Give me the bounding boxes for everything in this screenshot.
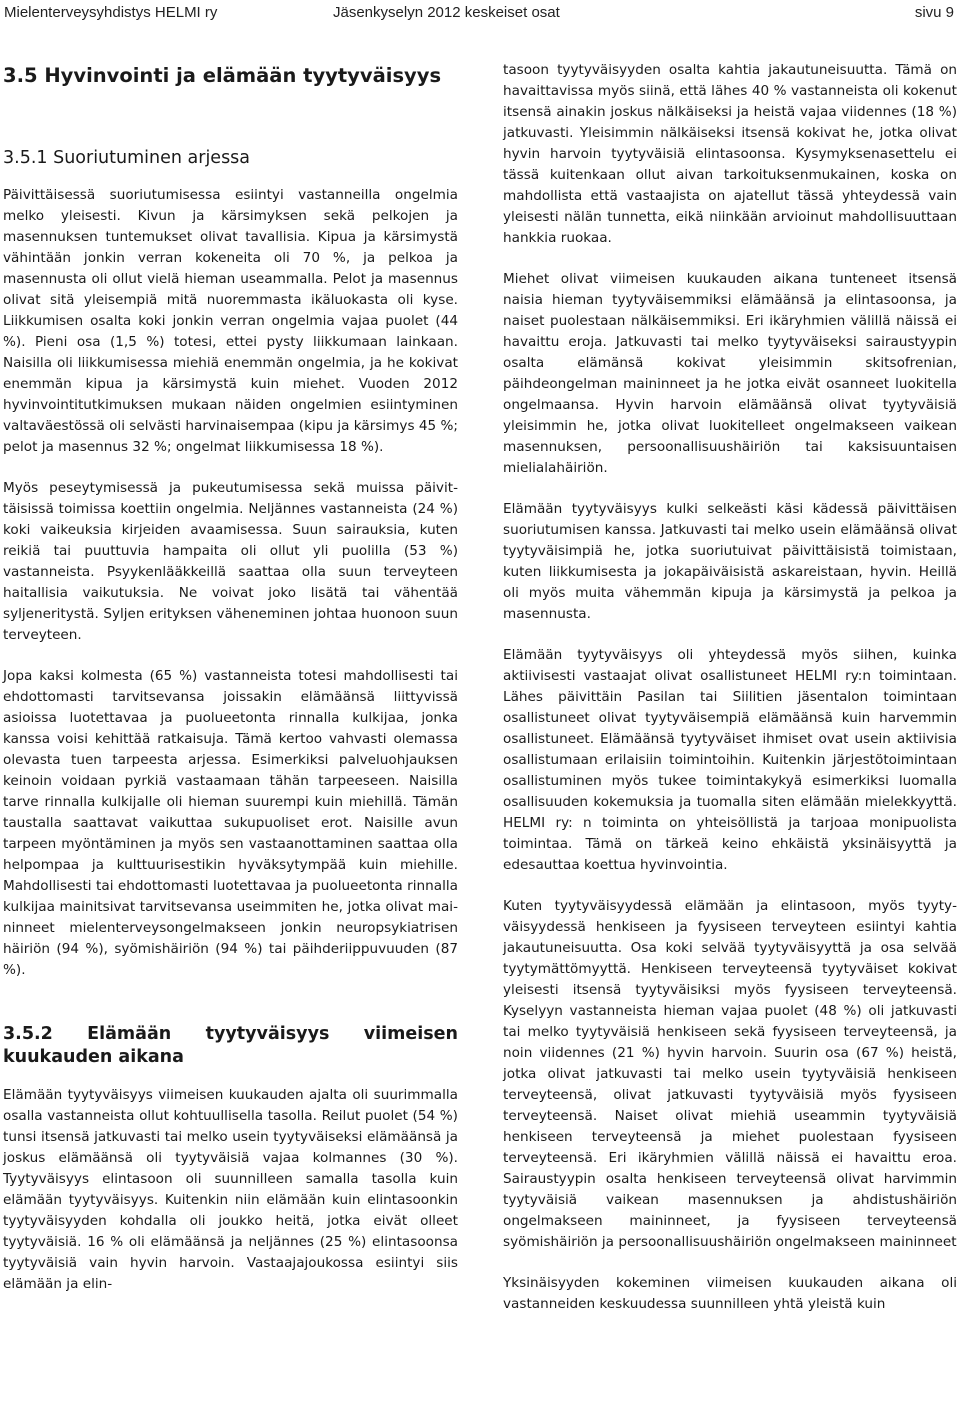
subsection-heading-tyytyvaisyys: 3.5.2 Elämään tyytyväisyys viimeisen kuukauden aikana xyxy=(3,1024,458,1067)
paragraph: Elämään tyytyväisyys viimeisen kuukauden ajalta oli suurimmalla osalla vastanneista ollut kohtuullisella tasolla. Reilut puolet (54 %) tunsi itsensä jatkuvasti tai melko usein tyytyväiseksi elämäänsä ja joskus elämäänsä oli tyytyväisiä vajaa kolmannes (30 %). Tyytyväisyys elintasoon oli suunnilleen samalla tasolla kuin elämään tyytyväisyys. Kuitenkin niin elämään kuin elintasoonkin tyytyväisyyden kohdalla oli joukko heitä, jotka eivät olleet tyytyväisiä. 16 % oli elämäänsä ja neljännes (25 %) elintasoonsa tyytyväisiä vain hyvin harvoin. Vastaajajoukossa esiintyi siis elämään ja elin- xyxy=(3,1087,458,1292)
paragraph: Myös peseytymisessä ja pukeutumisessa sekä muissa päivittäisissä toimissa koettiin ongelmia. Neljännes vastanneista (24 %) koki vaikeuksia kirjeiden avaamisessa. Suun sairauksia, kuten reikiä tai puuttuvia hampaita oli ollut yli puolilla (53 %) vastanneista. Psyykenlääkkeillä saattaa olla suun terveyteen haitallisia vaikutuksia. Ne voivat joko lisätä tai vähentää syljeneritystä. Syljen erityksen väheneminen johtaa huonoon suun terveyteen. xyxy=(3,480,458,643)
paragraph: tasoon tyytyväisyyden osalta kahtia jakautuneisuutta. Tämä on havaittavissa myös siinä, että lähes 40 % vastanneista oli kokenut itsensä ainakin joskus nälkäiseksi ja heistä vajaa viidennes (18 %) jatkuvasti. Yleisimmin nälkäiseksi itsensä kokivat he, jotka olivat hyvin harvoin tyytyväisiä elintasoonsa. Kysymyksenasettelu ei tässä kuitenkaan ollut aivan tarkoituksenmukainen, koska on mahdollista että vastaajista on ajatellut tässä yhteydessä vain yleisesti nälän tunnetta, eikä niinkään arvioinut mahdollisuuttaan hankkia ruokaa. xyxy=(503,62,957,246)
paragraph: Kuten tyytyväisyydessä elämään ja elintasoon, myös tyytyväisyydessä henkiseen ja fyysiseen terveyteen esiintyi kahtia jakautuneisuutta. Osa koki selvää tyytyväisyyttä ja osa selvää tyytymättömyyttä. Henkiseen terveyteensä tyytyväiset kokivat yleisesti itsensä tyytyväisiksi myös fyysiseen terveyteensä. Kyselyyn vastanneista hieman vajaa puolet (48 %) oli jatkuvasti tai melko tyytyväisiä henkiseen sekä fyysiseen terveyteensä, ja noin viidennes (21 %) hyvin harvoin. Suurin osa (67 %) heistä, jotka olivat jatkuvasti tai melko usein tyytyväisiä henkiseen terveyteensä, olivat jatkuvasti tyytyväisiä myös fyysiseen terveyteensä. Naiset olivat miehiä useammin tyytyväisiä henkiseen terveyteensä ja miehet puolestaan fyysiseen terveyteensä. Eri ikäryhmien välillä näissä ei havaittu eroa. Sairaustyypin osalta henkiseen terveyteensä olivat harvimmin tyytyväisiä vaikean masennuksen ja ahdistushäiriön ongelmakseen maininneet, ja fyysiseen terveyteensä syömishäiriön ja persoonallisuushäiriön ongelmakseen maininneet xyxy=(503,898,957,1250)
header-organization: Mielenterveysyhdistys HELMI ry xyxy=(4,4,218,21)
paragraph: Miehet olivat viimeisen kuukauden aikana tunteneet itsensä naisia hieman tyytyväisemmiksi elämäänsä ja elintasoonsa, ja naiset puolestaan nälkäisemmiksi. Eri ikäryhmien välillä näissä ei havaittu eroja. Jatkuvasti tai melko tyytyväiseksi sairaustyypin osalta elämänsä kokivat yleisimmin skitsofrenian, päihdeongelman maininneet ja he jotka eivät osanneet luokitella ongelmaansa. Hyvin harvoin elämäänsä olivat tyytyväisiä yleisimmin he, jotka olivat luokitelleet ongelmakseen vaikean masennuksen, persoonallisuushäiriön tai kaksisuuntaisen mielialahäiriön. xyxy=(503,271,957,476)
paragraph: Päivittäisessä suoriutumisessa esiintyi vastanneilla ongelmia melko yleisesti. Kivun ja kärsimyksen sekä pelkojen ja masennuksen tuntemukset olivat tavallisia. Kipua ja kärsimystä vähintään jonkin verran kokeneita oli 70 %, ja pelkoa ja masennusta oli ollut vielä hieman useammalla. Pelot ja masennus olivat sitä yleisempiä mitä nuoremmasta ikäluokasta oli kyse. Liikkumisen osalta koki jonkin verran ongelmia vajaa puolet (44 %). Pieni osa (1,5 %) totesi, ettei pysty liikkumaan lainkaan. Naisilla oli liikkumisessa miehiä enemmän ongelmia, ja he kokivat enemmän kipua ja kärsimystä kuin miehet. Vuoden 2012 hyvinvointitutkimuksen mukaan näiden ongelmien esiintyminen valtaväestössä oli selvästi harvinaisempaa (kipu ja kärsimys 45 %; pelot ja masennus 32 %; ongelmat liikkumisessa 18 %). xyxy=(3,187,458,455)
left-column xyxy=(3,52,458,1315)
page-header xyxy=(0,0,960,28)
subsection-heading-suoriutuminen: 3.5.1 Suoriutuminen arjessa xyxy=(3,148,251,168)
page-number: sivu 9 xyxy=(914,4,954,21)
paragraph: Elämään tyytyväisyys kulki selkeästi käsi kädessä päivittäisen suoriutumisen kanssa. Jatkuvasti tai melko usein elämäänsä olivat tyytyväisimpiä he, jotka suoriutuivat päivittäisistä toimistaan, kuten liikkumisesta ja jokapäiväisistä askareistaan, hyvin. Heillä oli myös muita vähemmän kipuja ja kärsimystä ja pelkoa ja masennusta. xyxy=(503,501,957,622)
section-heading: 3.5 Hyvinvointi ja elämään tyytyväisyys xyxy=(3,64,442,87)
right-column xyxy=(503,52,957,1335)
paragraph: Yksinäisyyden kokeminen viimeisen kuukauden aikana oli vastanneiden keskuudessa suunnilleen yhtä yleistä kuin xyxy=(503,1275,957,1312)
header-title: Jäsenkyselyn 2012 keskeiset osat xyxy=(333,4,560,21)
paragraph: Jopa kaksi kolmesta (65 %) vastanneista totesi mahdollisesti tai ehdottomasti tarvitsevansa joissakin elämäänsä liittyvissä asioissa luotettavaa ja puolueetonta rinnalla kulkijaa, jonka kanssa voisi kehittää ratkaisuja. Tämä kertoo vahvasti olemassa olevasta tuen tarpeesta arjessa. Esimerkiksi palveluohjauksen keinoin voidaan pyrkiä vastaamaan tähän tarpeeseen. Naisilla tarve rinnalla kulkijalle oli hieman suurempi kuin miehillä. Tämän taustalla saattavat vaikuttaa sukupuoliset erot. Naisille avun tarpeen myöntäminen ja myös sen vastaanottaminen saattaa olla helpompaa ja kulttuurisestikin hyväksytympää kuin miehille. Mahdollisesti tai ehdottomasti luotettavaa ja puolueetonta rinnalla kulkijaa mainitsivat tarvitsevansa useimmiten he, jotka olivat maininneet mielenterveysongelmakseen jonkin neuropsykiatrisen häiriön (94 %), syömishäiriön (94 %) tai päihderiippuvuuden (87 %). xyxy=(3,668,458,978)
paragraph: Elämään tyytyväisyys oli yhteydessä myös siihen, kuinka aktiivisesti vastaajat olivat osallistuneet HELMI ry:n toimintaan. Lähes päivittäin Pasilan tai Siilitien jäsentalon toimintaan osallistuneet olivat tyytyväisempiä elämäänsä kuin harvemmin osallistuneet. Elämäänsä tyytyväiset ihmiset ovat usein aktiivisia osallistumaan erilaisiin toimintoihin. Kuitenkin järjestötoimintaan osallistuminen myös tukee toimintakykyä esimerkiksi luomalla osallisuuden kokemuksia ja tuomalla siten elämään mielekkyyttä. HELMI ry: n toiminta on yhteisöllistä ja tarjoaa monipuolista toimintaa. Tämä on tärkeä keino ehkäistä yksinäisyyttä ja edesauttaa koettua hyvinvointia. xyxy=(503,647,957,873)
